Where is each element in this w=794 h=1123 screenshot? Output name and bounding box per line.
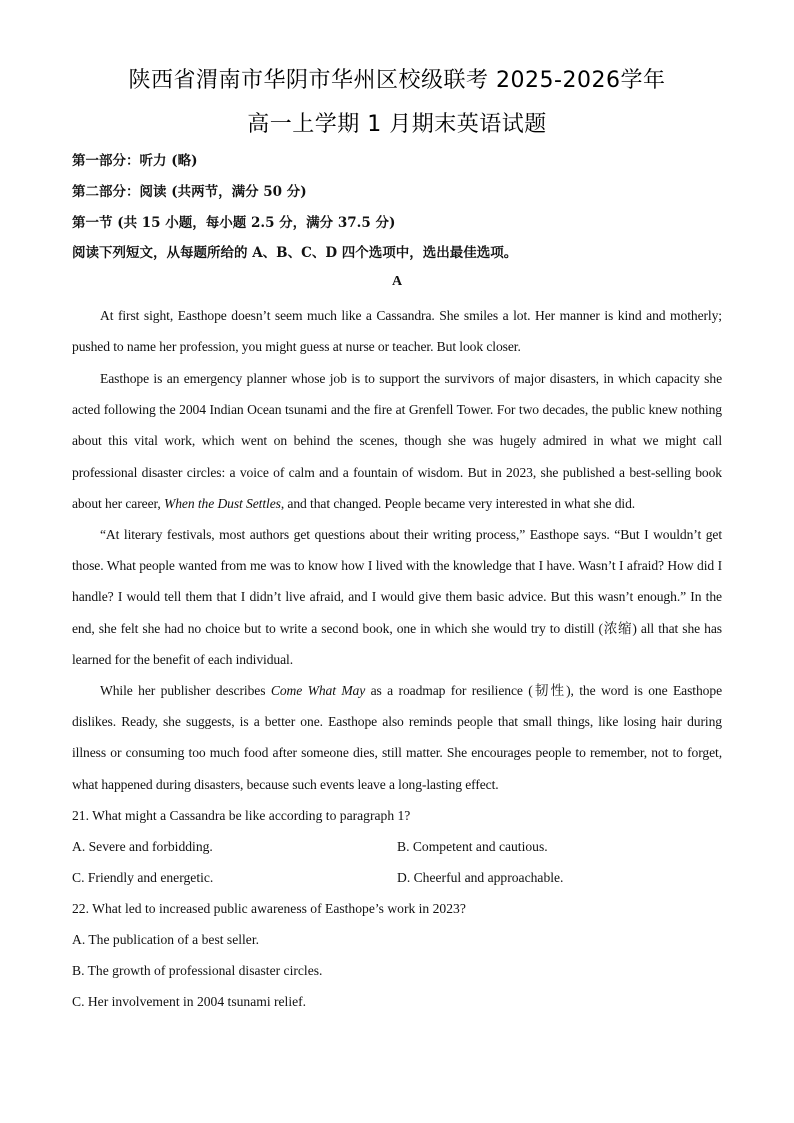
passage-paragraph-3: “At literary festivals, most authors get questions about their writing process,” Easthope says. “But I wouldn’t get those. What people wanted from me was to know how I lived with the knowledge that I have. Wasn’t I afraid? How did I handle? I would tell them that I didn’t live afraid, and I would give them basic advice. But this wasn’t enough.” In the end, she felt she had no choice but to write a second book, one in which she would try to distill (浓缩) all that she has learned for the benefit of each individual. [72, 527, 722, 667]
paragraph-4-text-a: While her publisher describes [100, 683, 271, 698]
paragraph-2-text-b: , and that changed. People became very interested in what she did. [280, 495, 636, 511]
book-title-come-what-may: Come What May [270, 683, 366, 698]
exam-title-line2: 高一上学期 1 月期末英语试题 [247, 112, 547, 137]
section1-heading: 第一节 (共 15 小题，每小题 2.5 分，满分 37.5 分) [72, 215, 396, 231]
passage-paragraph-4 [72, 675, 722, 800]
question-22-option-b: B. The growth of professional disaster circles. [72, 963, 323, 978]
passage-label: A [391, 274, 403, 289]
question-21-option-a: A. Severe and forbidding. [72, 839, 213, 854]
question-21-option-d: D. Cheerful and approachable. [397, 870, 564, 885]
question-22-option-a: A. The publication of a best seller. [72, 932, 259, 947]
passage-paragraph-1: At first sight, Easthope doesn’t seem much like a Cassandra. She smiles a lot. Her manner is kind and motherly; pushed to name her profession, you might guess at nurse or teacher. But look closer. [72, 308, 722, 355]
question-21-option-c: C. Friendly and energetic. [72, 870, 214, 885]
paragraph-4-text-b: as a roadmap for resilience (韧性), the word is one Easthope dislikes. Ready, she suggests, is a better one. Easthope also reminds people that small things, like losing hair during illness or consuming too much food after someone dies, still matter. She encourages people to remember, not to forget, what happened during disasters, because such events leave a long-lasting effect. [72, 683, 723, 792]
book-title-when-the-dust-settles: When the Dust Settles [164, 495, 281, 511]
passage-paragraph-2 [72, 363, 722, 519]
question-21-stem: 21. What might a Cassandra be like according to paragraph 1? [72, 808, 411, 823]
question-22-option-c: C. Her involvement in 2004 tsunami relief. [72, 994, 307, 1009]
part2-heading: 第二部分：阅读 (共两节，满分 50 分) [72, 184, 307, 200]
exam-title-line1: 陕西省渭南市华阴市华州区校级联考 2025-2026学年 [128, 68, 666, 93]
paragraph-2-text-a: Easthope is an emergency planner whose job is to support the survivors of major disasters, in which capacity she acted following the 2004 Indian Ocean tsunami and the fire at Grenfell Tower. For two decades, the public knew nothing about this vital work, which went on behind the scenes, though she was hugely admired in what we might call professional disaster circles: a voice of calm and a fountain of wisdom. But in 2023, she published a best-selling book about her career, [72, 371, 722, 511]
question-21-option-b: B. Competent and cautious. [397, 839, 548, 854]
question-22-stem: 22. What led to increased public awareness of Easthope’s work in 2023? [72, 901, 466, 916]
reading-instruction: 阅读下列短文，从每题所给的 A、B、C、D 四个选项中，选出最佳选项。 [72, 245, 518, 261]
part1-heading: 第一部分：听力 (略) [72, 153, 198, 169]
